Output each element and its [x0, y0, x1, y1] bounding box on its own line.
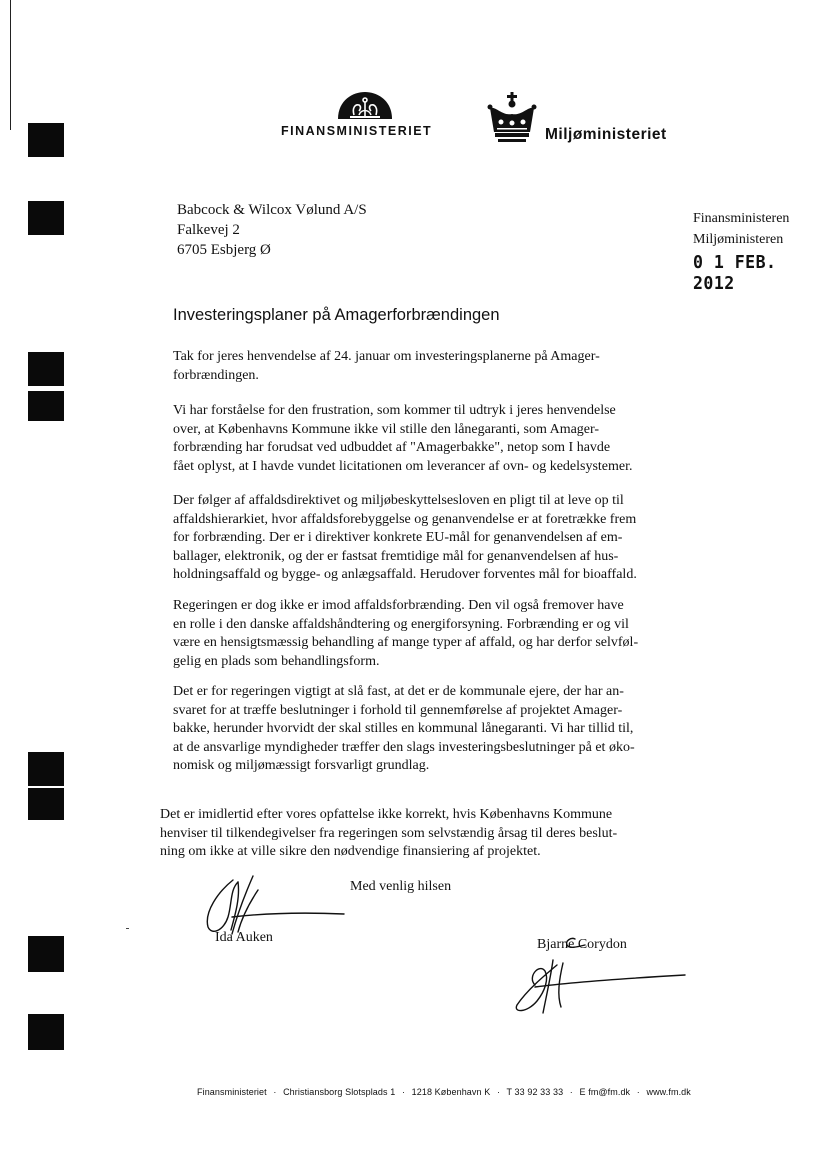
footer-ministry: Finansministeriet — [197, 1087, 267, 1097]
miljoministeriet-crown-logo — [486, 92, 538, 146]
signatory-name: Bjarne Corydon — [537, 937, 627, 952]
scan-margin-mark — [28, 1014, 64, 1050]
footer-address: Christiansborg Slotsplads 1 — [283, 1087, 396, 1097]
footer-separator: · — [496, 1087, 501, 1097]
footer-separator: · — [636, 1087, 640, 1097]
recipient-line: Falkevej 2 — [177, 222, 240, 238]
finansministeriet-crown-logo — [335, 90, 395, 120]
paragraph-line: ballager, elektronik, og der er fastsat fremtidige mål for genanvendelsen af hus- — [173, 548, 619, 564]
letter-paragraph — [173, 402, 663, 476]
paragraph-line: forbrændingen. — [173, 367, 259, 383]
footer-separator: · — [569, 1087, 573, 1097]
paragraph-line: nomisk og miljømæssigt forsvarligt grundlag. — [173, 758, 430, 773]
scan-margin-mark — [28, 788, 64, 820]
paragraph-line: holdningsaffald og bygge- og anlægsaffald. Herudover forventes mål for bioaffald. — [173, 567, 637, 582]
paragraph-line: Tak for jeres henvendelse af 24. januar om investeringsplanerne på Amager- — [173, 349, 600, 364]
letter-subject: Investeringsplaner på Amagerforbrændingen — [173, 306, 500, 324]
letter-paragraph — [173, 597, 663, 671]
recipient-address — [177, 200, 367, 260]
paragraph-line: Vi har forståelse for den frustration, som kommer til udtryk i jeres henvendelse — [173, 403, 616, 418]
scan-speck — [126, 928, 129, 929]
scan-margin-mark — [28, 352, 64, 386]
recipient-line: Babcock & Wilcox Vølund A/S — [177, 202, 367, 218]
letter-paragraph — [173, 348, 663, 385]
paragraph-line: fået oplyst, at I havde vundet licitationen om leverancer af ovn- og kedelsystemer. — [173, 458, 633, 474]
letter-paragraph — [173, 683, 663, 776]
paragraph-line: være en hensigtsmæssig behandling af mange typer af affald, og har derfor selvføl- — [173, 635, 639, 650]
paragraph-line: svaret for at træffe beslutninger i forhold til gennemførelse af projektet Amager- — [173, 702, 623, 718]
signature-bjarne-corydon — [505, 935, 690, 1020]
ministry-name-left: FINANSMINISTERIET — [281, 124, 433, 138]
letter-paragraph — [160, 806, 650, 862]
footer-email: E fm@fm.dk — [579, 1087, 631, 1097]
paragraph-line: at de ansvarlige myndigheder træffer den slags investeringsbeslutninger på et øko- — [173, 739, 635, 755]
paragraph-line: en rolle i den danske affaldshåndtering og energiforsyning. Forbrænding er og vil — [173, 616, 629, 632]
footer-separator: · — [401, 1087, 406, 1097]
paragraph-line: henviser til tilkendegivelser fra regeringen som selvstændig årsag til deres beslut- — [160, 825, 618, 841]
footer-phone: T 33 92 33 33 — [506, 1087, 564, 1097]
ministry-name-right: Miljøministeriet — [545, 126, 667, 143]
paragraph-line: Det er imidlertid efter vores opfattelse ikke korrekt, hvis Københavns Kommune — [160, 807, 613, 822]
paragraph-line: over, at Københavns Kommune ikke vil stille den lånegaranti, som Amager- — [173, 421, 600, 437]
paragraph-line: ning om ikke at ville sikre den nødvendige finansiering af projektet. — [160, 844, 541, 859]
page-footer — [197, 1087, 695, 1097]
scan-margin-mark — [28, 201, 64, 235]
scan-edge-line — [10, 0, 11, 130]
date-stamp: 0 1 FEB. 2012 — [693, 252, 777, 294]
letter-paragraph — [173, 492, 663, 585]
paragraph-line: for forbrænding. Der er i direktiver konkrete EU-mål for genanvendelsen af em- — [173, 530, 623, 545]
scan-margin-mark — [28, 123, 64, 157]
paragraph-line: Det er for regeringen vigtigt at slå fast, at det er de kommunale ejere, der har an- — [173, 684, 624, 699]
paragraph-line: bakke, herunder hvorvidt der skal stilles en kommunal lånegaranti. Vi har tillid til, — [173, 721, 634, 736]
signatory-name: Ida Auken — [215, 930, 273, 945]
scan-margin-mark — [28, 391, 64, 421]
recipient-line: 6705 Esbjerg Ø — [177, 242, 271, 258]
paragraph-line: Der følger af affaldsdirektivet og miljøbeskyttelsesloven en pligt til at leve op til — [173, 493, 624, 508]
closing-salutation: Med venlig hilsen — [350, 879, 452, 894]
paragraph-line: affaldshierarkiet, hvor affaldsforebyggelse og genanvendelse er at foretrække frem — [173, 511, 637, 527]
sender-line: Miljøministeren — [693, 232, 784, 247]
footer-website: www.fm.dk — [646, 1087, 691, 1097]
paragraph-line: gelig en plads som behandlingsform. — [173, 653, 380, 669]
sender-block — [693, 208, 789, 250]
footer-postal: 1218 København K — [411, 1087, 491, 1097]
paragraph-line: Regeringen er dog ikke er imod affaldsforbrænding. Den vil også fremover have — [173, 598, 624, 613]
scan-margin-mark — [28, 752, 64, 786]
paragraph-line: forbrænding har forudsat ved udbuddet af "Amagerbakke", netop som I havde — [173, 440, 611, 455]
sender-line: Finansministeren — [693, 211, 790, 226]
scan-margin-mark — [28, 936, 64, 972]
footer-separator: · — [273, 1087, 277, 1097]
